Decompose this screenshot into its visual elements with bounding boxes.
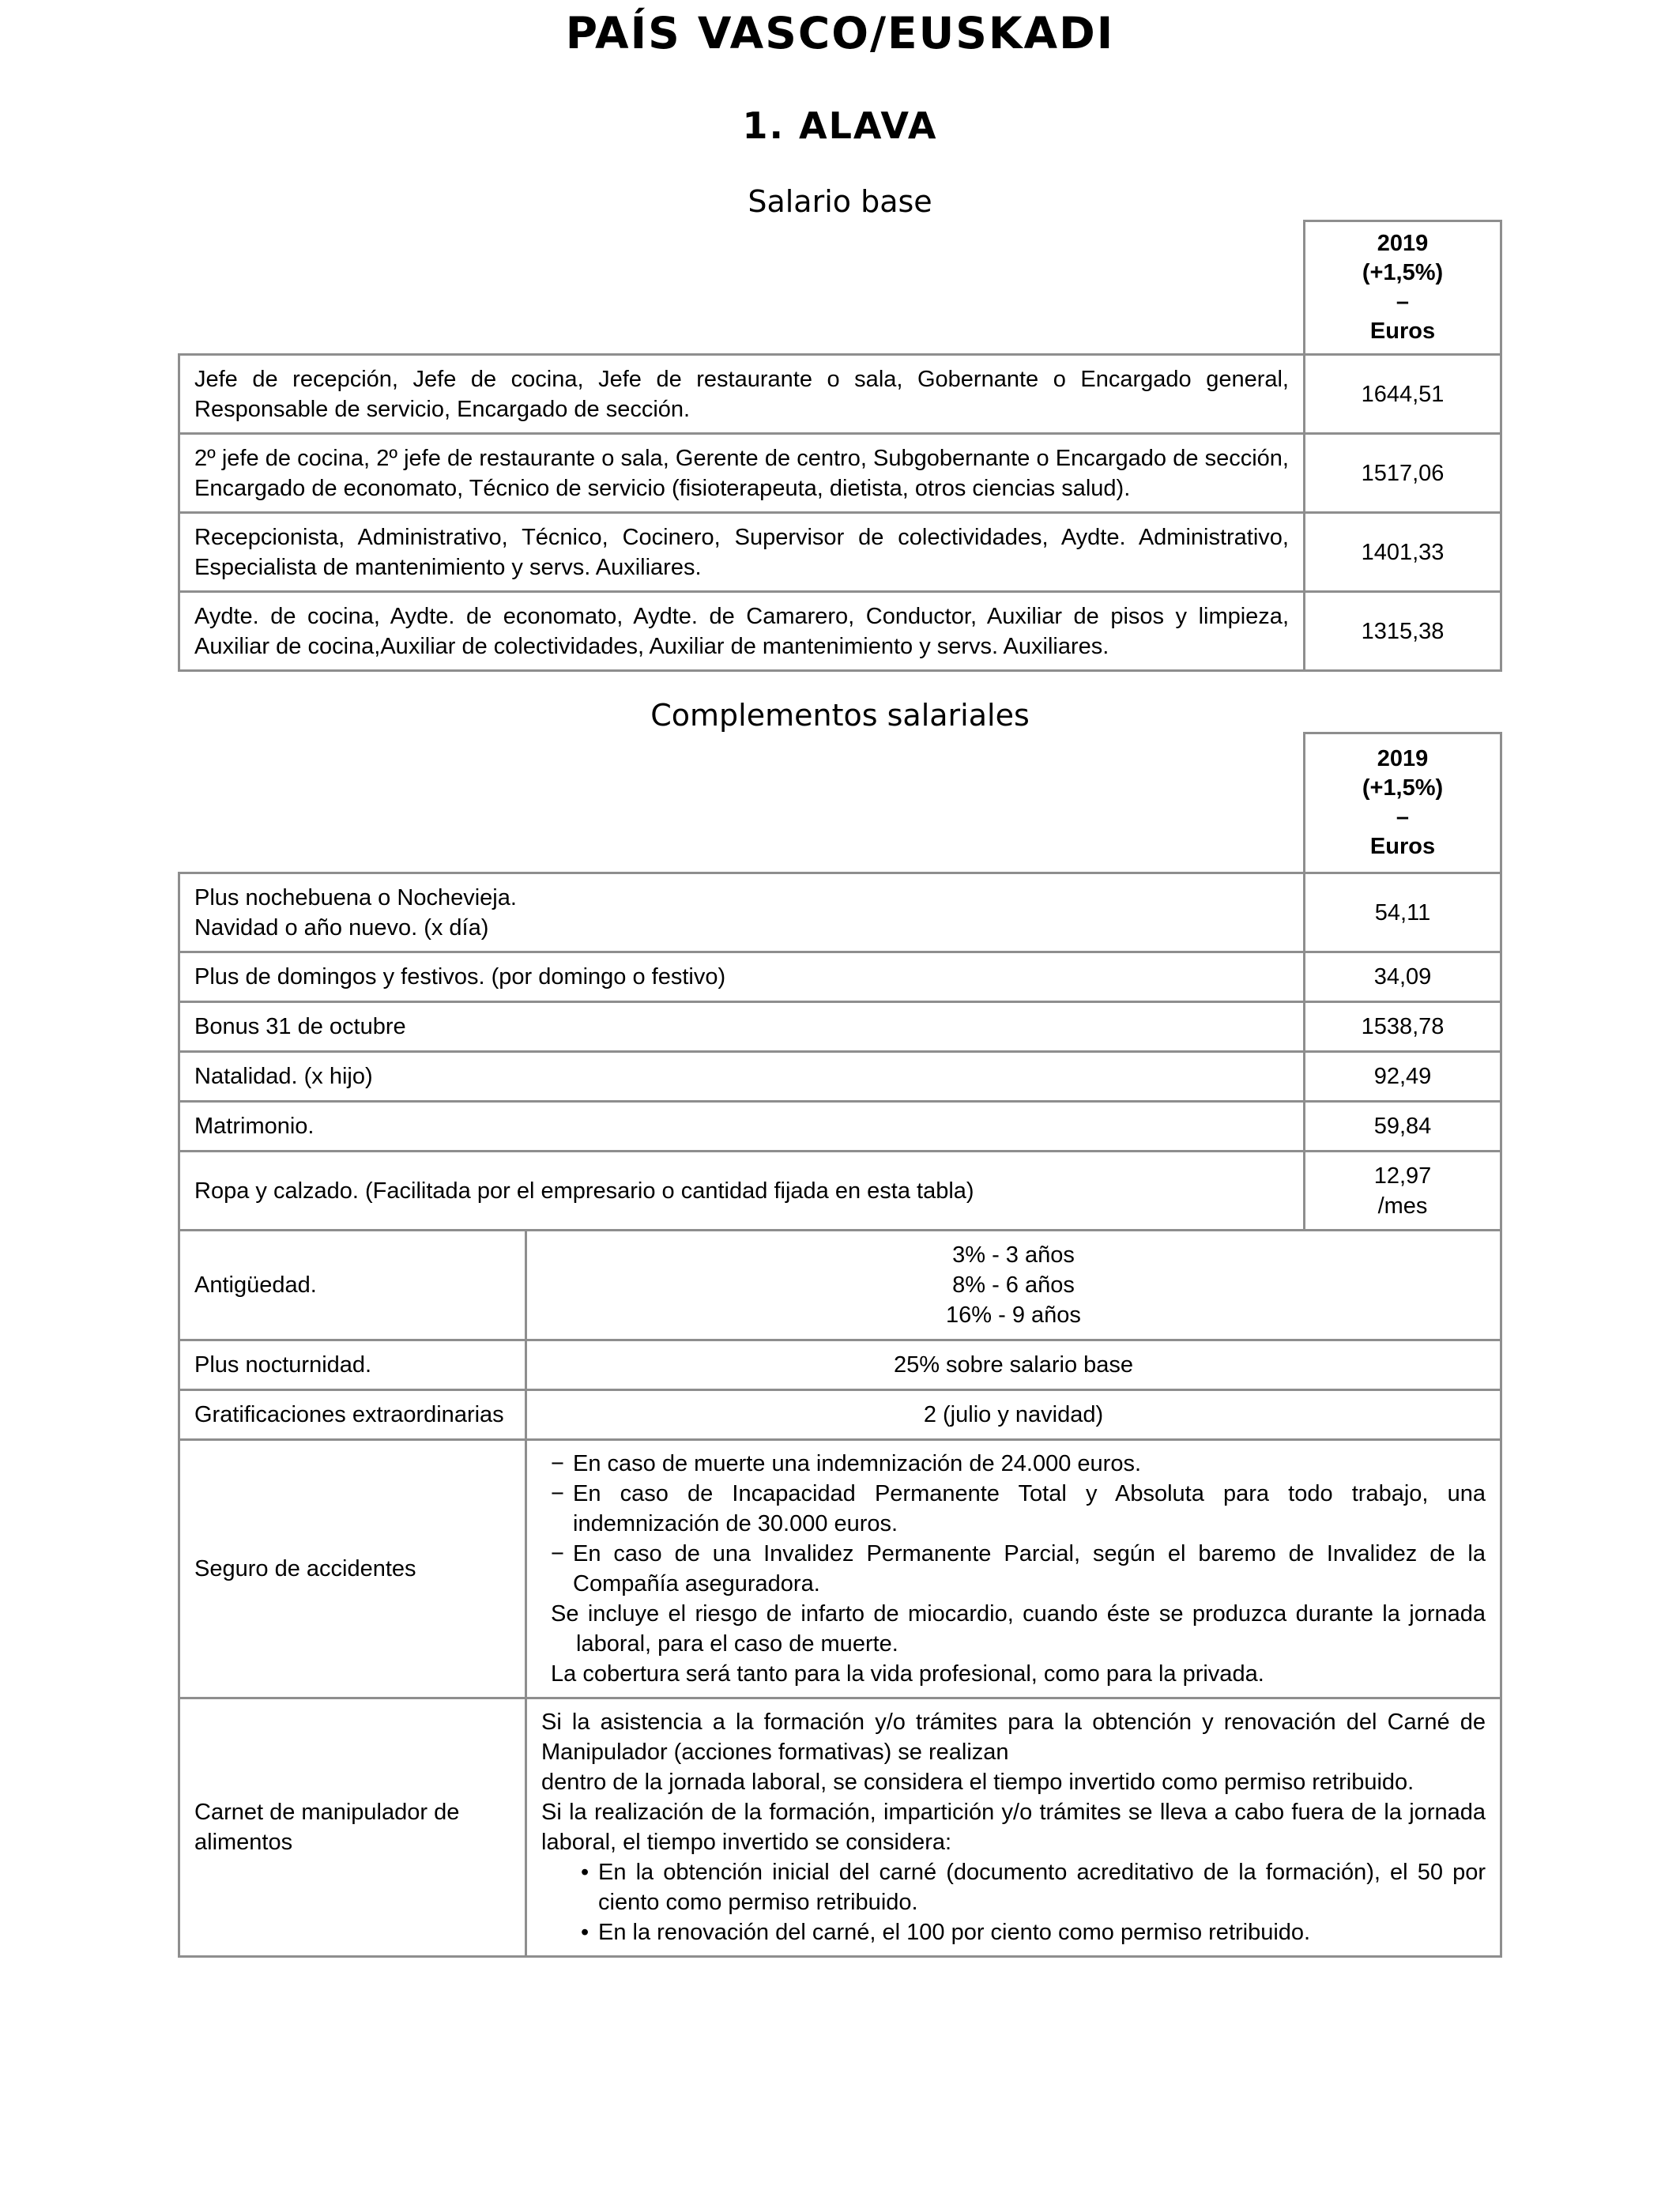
table-row xyxy=(179,1231,1501,1340)
category-cell: Aydte. de cocina, Aydte. de economato, Aydte. de Camarero, Conductor, Auxiliar de pisos y limpieza, Auxiliar de cocina,Auxiliar de colectividades, Auxiliar de mantenimiento y servs. Auxiliares. xyxy=(179,592,1305,671)
table-row xyxy=(179,952,1501,1002)
complement-value: 34,09 xyxy=(1305,952,1501,1002)
seguro-note: La cobertura será tanto para la vida profesional, como para la privada. xyxy=(551,1661,1264,1687)
complement-value: 59,84 xyxy=(1305,1102,1501,1152)
carnet-bullet: • En la obtención inicial del carné (documento acreditativo de la formación), el 50 por ciento como permiso retribuido. xyxy=(541,1857,1486,1917)
carnet-paragraph: dentro de la jornada laboral, se considera el tiempo invertido como permiso retribuido. xyxy=(541,1770,1414,1795)
complement-label: Plus nocturnidad. xyxy=(179,1340,526,1390)
category-cell: Recepcionista, Administrativo, Técnico, Cocinero, Supervisor de colectividades, Aydte. Administrativo, Especialista de mantenimiento y servs. Auxiliares. xyxy=(179,513,1305,592)
category-cell: 2º jefe de cocina, 2º jefe de restaurante o sala, Gerente de centro, Subgobernante o Encargado de sección, Encargado de economato, Técnico de servicio (fisioterapeuta, dietista, otros ciencias salud). xyxy=(179,434,1305,513)
complement-label: Ropa y calzado. (Facilitada por el empresario o cantidad fijada en esta tabla) xyxy=(179,1152,1305,1231)
column-header: 2019 (+1,5%) – Euros xyxy=(1305,221,1501,355)
table-row xyxy=(179,1002,1501,1052)
complement-label: Plus de domingos y festivos. (por domingo o festivo) xyxy=(179,952,1305,1002)
carnet-paragraph: Si la asistencia a la formación y/o trámites para la obtención y renovación del Carné de Manipulador (acciones formativas) se realizan xyxy=(541,1710,1486,1765)
complement-label: Seguro de accidentes xyxy=(179,1440,526,1698)
table-row xyxy=(179,1440,1501,1698)
complement-value: 12,97 /mes xyxy=(1305,1152,1501,1231)
complement-value: 25% sobre salario base xyxy=(526,1340,1501,1390)
antiguedad-values: 3% - 3 años 8% - 6 años 16% - 9 años xyxy=(526,1231,1501,1340)
column-header: 2019 (+1,5%) – Euros xyxy=(1305,733,1501,873)
section-title: 1. ALAVA xyxy=(742,104,938,147)
seguro-details xyxy=(526,1440,1501,1698)
page-title: PAÍS VASCO/EUSKADI xyxy=(565,8,1115,58)
table-caption-complementos: Complementos salariales xyxy=(650,698,1030,733)
salary-value: 1315,38 xyxy=(1305,592,1501,671)
seguro-note: Se incluye el riesgo de infarto de miocardio, cuando éste se produzca durante la jornada laboral, para el caso de muerte. xyxy=(551,1601,1486,1657)
table-row xyxy=(179,1340,1501,1390)
complement-value: 1538,78 xyxy=(1305,1002,1501,1052)
salary-value: 1401,33 xyxy=(1305,513,1501,592)
table-caption-salario-base: Salario base xyxy=(748,184,932,219)
table-row xyxy=(179,513,1501,592)
complement-label: Matrimonio. xyxy=(179,1102,1305,1152)
table-row xyxy=(179,1152,1501,1231)
carnet-bullet: • En la renovación del carné, el 100 por ciento como permiso retribuido. xyxy=(541,1917,1486,1947)
table-row xyxy=(179,873,1501,952)
complement-label: Carnet de manipulador de alimentos xyxy=(179,1698,526,1957)
table-row xyxy=(179,592,1501,671)
complement-value: 2 (julio y navidad) xyxy=(526,1390,1501,1440)
salary-value: 1517,06 xyxy=(1305,434,1501,513)
seguro-item: − En caso de muerte una indemnización de 24.000 euros. xyxy=(551,1449,1486,1479)
complement-label: Natalidad. (x hijo) xyxy=(179,1052,1305,1102)
table-row xyxy=(179,1052,1501,1102)
seguro-item: − En caso de Incapacidad Permanente Total y Absoluta para todo trabajo, una indemnización de 30.000 euros. xyxy=(551,1479,1486,1539)
complement-label: Bonus 31 de octubre xyxy=(179,1002,1305,1052)
complement-label: Antigüedad. xyxy=(179,1231,526,1340)
carnet-paragraph: Si la realización de la formación, impartición y/o trámites se lleva a cabo fuera de la jornada laboral, el tiempo invertido se considera: xyxy=(541,1800,1486,1855)
complement-value: 54,11 xyxy=(1305,873,1501,952)
category-cell: Jefe de recepción, Jefe de cocina, Jefe de restaurante o sala, Gobernante o Encargado general, Responsable de servicio, Encargado de sección. xyxy=(179,355,1305,434)
carnet-details xyxy=(526,1698,1501,1957)
table-row xyxy=(179,1698,1501,1957)
complement-label: Plus nochebuena o Nochevieja. Navidad o año nuevo. (x día) xyxy=(179,873,1305,952)
complementos-table xyxy=(178,732,1502,1958)
complement-value: 92,49 xyxy=(1305,1052,1501,1102)
table-row xyxy=(179,1102,1501,1152)
seguro-item: − En caso de una Invalidez Permanente Parcial, según el baremo de Invalidez de la Compañía aseguradora. xyxy=(551,1539,1486,1599)
complement-label: Gratificaciones extraordinarias xyxy=(179,1390,526,1440)
table-row xyxy=(179,1390,1501,1440)
table-row xyxy=(179,434,1501,513)
table-header-row xyxy=(179,733,1501,873)
salary-value: 1644,51 xyxy=(1305,355,1501,434)
table-header-row xyxy=(179,221,1501,355)
salario-base-table xyxy=(178,220,1502,672)
table-row xyxy=(179,355,1501,434)
